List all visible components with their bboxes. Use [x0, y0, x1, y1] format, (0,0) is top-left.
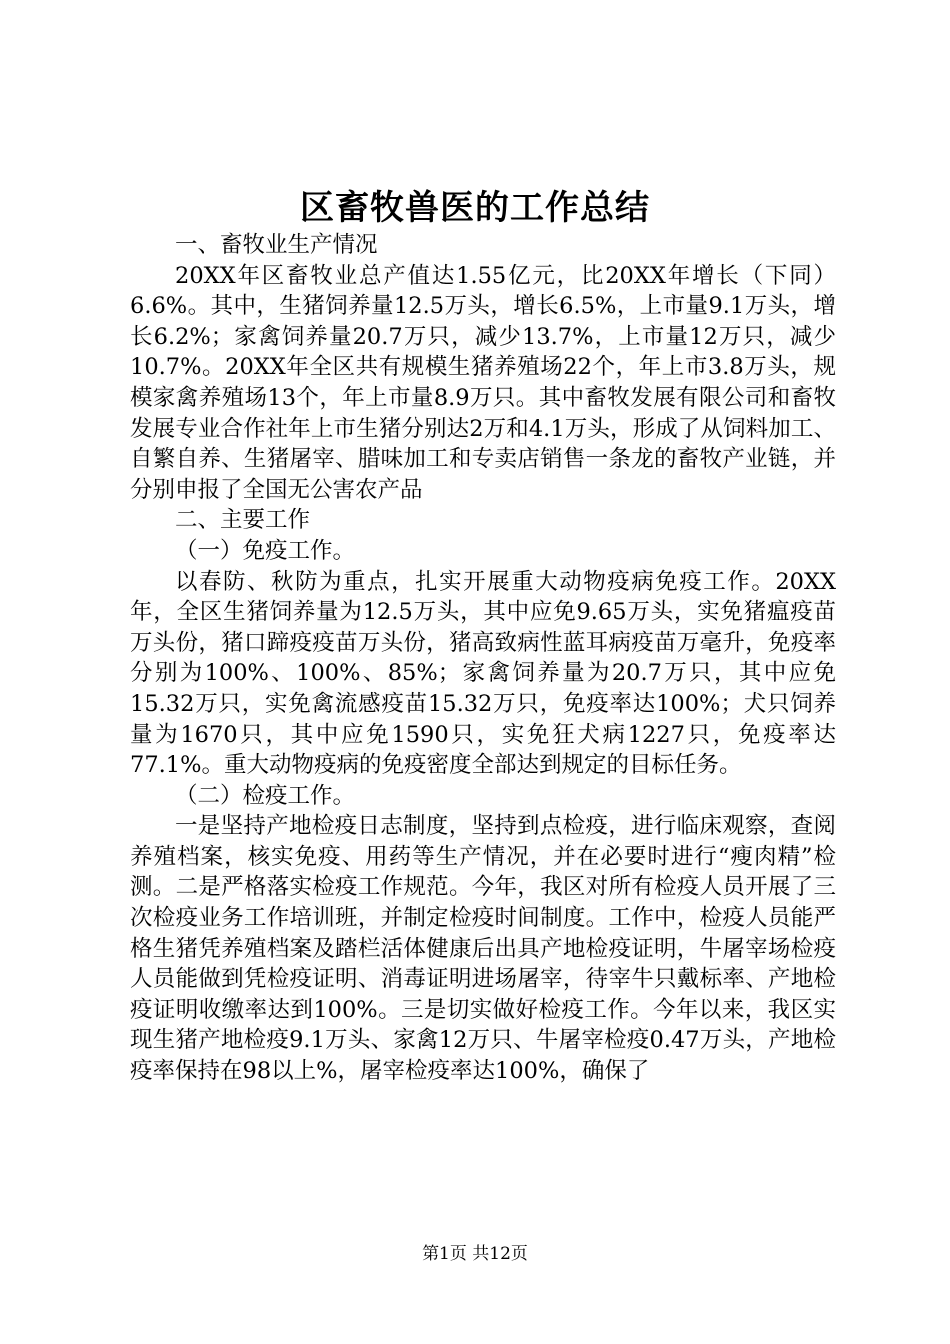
section-heading-production: 一、畜牧业生产情况 [175, 232, 378, 258]
document-body [130, 230, 836, 1087]
page-footer: 第1页 共12页 [422, 1244, 528, 1264]
subsection-heading-immunization: （一）免疫工作。 [175, 537, 356, 564]
paragraph-immunization: 以春防、秋防为重点，扎实开展重大动物疫病免疫工作。20XX年，全区生猪饲养量为12.5万头，其中应免9.65万头，实免猪瘟疫苗万头份，猪口蹄疫疫苗万头份，猪高致病性蓝耳病疫苗万毫升，免疫率分别为100%、100%、85%；家禽饲养量为20.7万只，其中应免15.32万只，实免禽流感疫苗15.32万只，免疫率达100%；犬只饲养量为1670只，其中应免1590只，实免狂犬病1227只，免疫率达77.1%。重大动物疫病的免疫密度全部达到规定的目标任务。 [130, 568, 836, 779]
paragraph-production-summary: 20XX年区畜牧业总产值达1.55亿元，比20XX年增长（下同）6.6%。其中，生猪饲养量12.5万头，增长6.5%，上市量9.1万头，增长6.2%；家禽饲养量20.7万只，减少13.7%，上市量12万只，减少10.7%。20XX年全区共有规模生猪养殖场22个，年上市3.8万头，规模家禽养殖场13个，年上市量8.9万只。其中畜牧发展有限公司和畜牧发展专业合作社年上市生猪分别达2万和4.1万头，形成了从饲料加工、自繁自养、生猪屠宰、腊味加工和专卖店销售一条龙的畜牧产业链，并分别申报了全国无公害农产品 [130, 262, 836, 503]
paragraph-quarantine: 一是坚持产地检疫日志制度，坚持到点检疫，进行临床观察，查阅养殖档案，核实免疫、用药等生产情况，并在必要时进行“瘦肉精”检测。二是严格落实检疫工作规范。今年，我区对所有检疫人员开展了三次检疫业务工作培训班，并制定检疫时间制度。工作中，检疫人员能严格生猪凭养殖档案及踏栏活体健康后出具产地检疫证明，牛屠宰场检疫人员能做到凭检疫证明、消毒证明进场屠宰，待宰牛只戴标率、产地检疫证明收缴率达到100%。三是切实做好检疫工作。今年以来，我区实现生猪产地检疫9.1万头、家禽12万只、牛屠宰检疫0.47万头，产地检疫率保持在98以上%，屠宰检疫率达100%，确保了 [130, 813, 836, 1085]
subsection-heading-quarantine: （二）检疫工作。 [175, 782, 356, 809]
document-title: 区畜牧兽医的工作总结 [300, 188, 650, 228]
section-heading-main-work: 二、主要工作 [175, 507, 311, 534]
